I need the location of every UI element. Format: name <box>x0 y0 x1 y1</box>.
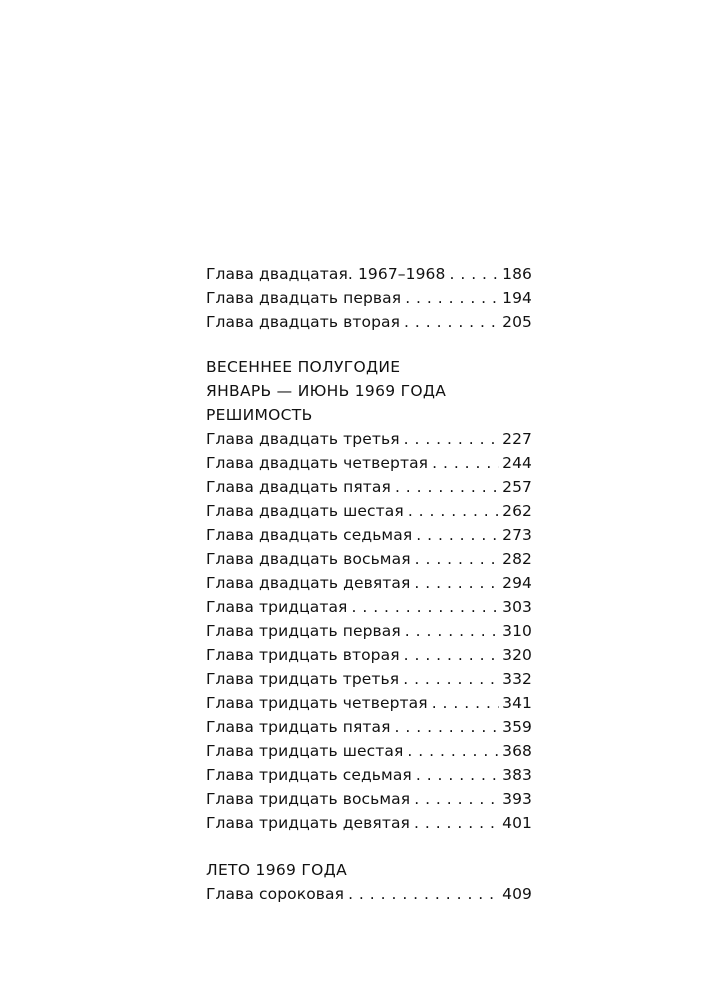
toc-entry[interactable] <box>206 763 532 787</box>
toc-entry-title: Глава двадцать пятая <box>206 478 391 496</box>
toc-entry-title: Глава тридцать первая <box>206 622 401 640</box>
toc-entry[interactable] <box>206 787 532 811</box>
toc-section-spring-1969 <box>206 355 532 835</box>
toc-entry-title: Глава сороковая <box>206 885 345 903</box>
toc-leader-dots <box>411 547 499 571</box>
toc-entry[interactable] <box>206 643 532 667</box>
toc-entry-page: 368 <box>502 742 532 760</box>
toc-entry[interactable] <box>206 882 532 906</box>
toc-entry-page: 257 <box>502 478 532 496</box>
toc-leader-dots <box>401 619 499 643</box>
toc-entry-page: 401 <box>502 814 532 832</box>
toc-entry-title: Глава двадцать шестая <box>206 502 404 520</box>
toc-entry[interactable] <box>206 547 532 571</box>
toc-entry-title: Глава двадцатая. 1967–1968 <box>206 265 446 283</box>
toc-entry[interactable] <box>206 523 532 547</box>
toc-leader-dots <box>428 451 499 475</box>
toc-leader-dots <box>410 787 499 811</box>
toc-entry[interactable] <box>206 691 532 715</box>
toc-leader-dots <box>412 763 499 787</box>
toc-leader-dots <box>391 475 499 499</box>
toc-entry-title: Глава двадцать первая <box>206 289 402 307</box>
toc-entry[interactable] <box>206 427 532 451</box>
toc-entry[interactable] <box>206 811 532 835</box>
toc-entry-page: 205 <box>502 313 532 331</box>
toc-entry-title: Глава двадцать седьмая <box>206 526 413 544</box>
toc-entry-title: Глава двадцать четвертая <box>206 454 429 472</box>
toc-leader-dots <box>400 643 499 667</box>
toc-entry-page: 310 <box>502 622 532 640</box>
toc-entry-title: Глава тридцать седьмая <box>206 766 412 784</box>
toc-entry-title: Глава двадцать восьмая <box>206 550 411 568</box>
section-heading: ВЕСЕННЕЕ ПОЛУГОДИЕ <box>206 358 401 376</box>
toc-entry-page: 303 <box>502 598 532 616</box>
toc-entry-page: 186 <box>502 265 532 283</box>
toc-entry-title: Глава тридцать девятая <box>206 814 410 832</box>
toc-entry-page: 359 <box>502 718 532 736</box>
toc-leader-dots <box>401 286 499 310</box>
toc-leader-dots <box>403 739 499 763</box>
section-heading: ЛЕТО 1969 ГОДА <box>206 861 347 879</box>
toc-entry-page: 282 <box>502 550 532 568</box>
toc-entry[interactable] <box>206 739 532 763</box>
toc-entry-title: Глава тридцать третья <box>206 670 400 688</box>
section-part-title: РЕШИМОСТЬ <box>206 406 313 424</box>
toc-entry-title: Глава тридцать шестая <box>206 742 404 760</box>
toc-entry[interactable] <box>206 667 532 691</box>
toc-entry[interactable] <box>206 451 532 475</box>
toc-leader-dots <box>412 523 499 547</box>
toc-entry-page: 341 <box>502 694 532 712</box>
toc-entry-title: Глава двадцать третья <box>206 430 400 448</box>
toc-entry-page: 262 <box>502 502 532 520</box>
toc-entry[interactable] <box>206 499 532 523</box>
toc-entry-page: 320 <box>502 646 532 664</box>
toc-entry-page: 194 <box>502 289 532 307</box>
toc-entry-page: 227 <box>502 430 532 448</box>
toc-entry[interactable] <box>206 715 532 739</box>
toc-entry-title: Глава двадцать вторая <box>206 313 401 331</box>
toc-entry[interactable] <box>206 619 532 643</box>
toc-leader-dots <box>428 691 499 715</box>
toc-entry[interactable] <box>206 310 532 334</box>
toc-entry-page: 332 <box>502 670 532 688</box>
toc-entry-page: 273 <box>502 526 532 544</box>
toc-entry[interactable] <box>206 595 532 619</box>
toc-leader-dots <box>347 595 499 619</box>
toc-entry-title: Глава тридцать вторая <box>206 646 400 664</box>
toc-leader-dots <box>391 715 499 739</box>
toc-leader-dots <box>400 310 499 334</box>
toc-entry-title: Глава двадцать девятая <box>206 574 411 592</box>
toc-entry-title: Глава тридцать четвертая <box>206 694 428 712</box>
toc-entry[interactable] <box>206 262 532 286</box>
toc-leader-dots <box>410 811 499 835</box>
toc-entry-title: Глава тридцать восьмая <box>206 790 411 808</box>
toc-entry-page: 383 <box>502 766 532 784</box>
toc-entry-page: 409 <box>502 885 532 903</box>
toc-leader-dots <box>410 571 499 595</box>
toc-leader-dots <box>400 427 499 451</box>
toc-leader-dots <box>445 262 499 286</box>
toc-section-continued <box>206 262 532 334</box>
toc-entry-page: 393 <box>502 790 532 808</box>
toc-leader-dots <box>404 499 499 523</box>
toc-leader-dots <box>344 882 499 906</box>
toc-entry[interactable] <box>206 475 532 499</box>
section-subheading: ЯНВАРЬ — ИЮНЬ 1969 ГОДА <box>206 382 447 400</box>
toc-entry-title: Глава тридцатая <box>206 598 348 616</box>
toc-leader-dots <box>399 667 499 691</box>
toc-entry-page: 294 <box>502 574 532 592</box>
toc-entry-title: Глава тридцать пятая <box>206 718 391 736</box>
toc-entry-page: 244 <box>502 454 532 472</box>
toc-entry[interactable] <box>206 571 532 595</box>
toc-section-summer-1969 <box>206 858 532 906</box>
toc-entry[interactable] <box>206 286 532 310</box>
